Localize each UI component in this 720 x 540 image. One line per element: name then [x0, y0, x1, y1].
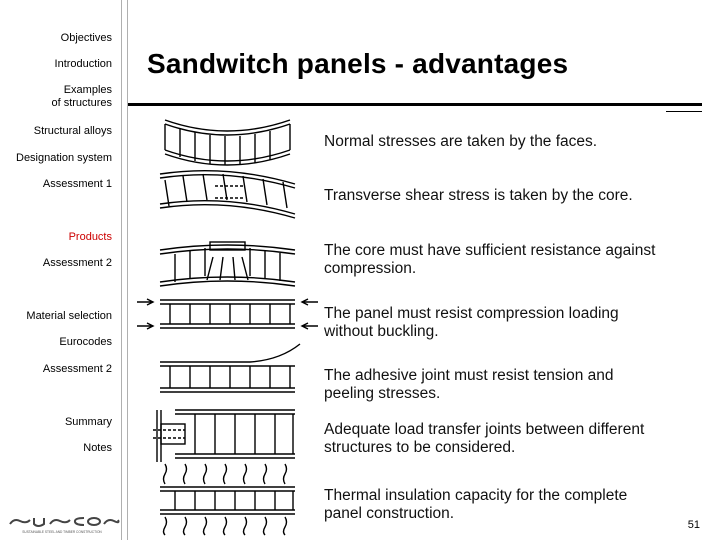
- nav-item-notes[interactable]: Notes: [83, 442, 112, 454]
- nav-item-examples[interactable]: Examples of structures: [51, 84, 112, 109]
- nav-item-designation-system[interactable]: Designation system: [16, 152, 112, 164]
- diagram-bending: [165, 120, 290, 165]
- nav-item-structural-alloys[interactable]: Structural alloys: [33, 125, 112, 137]
- statement-thermal-insulation: Thermal insulation capacity for the complete panel construction.: [324, 487, 628, 522]
- nav-item-eurocodes[interactable]: Eurocodes: [59, 336, 112, 348]
- statement-shear-stress: Transverse shear stress is taken by the core.: [324, 187, 633, 204]
- statement-normal-stress: Normal stresses are taken by the faces.: [324, 133, 598, 150]
- slide-title: Sandwitch panels - advantages: [147, 48, 569, 79]
- nav-item-assessment-1[interactable]: Assessment 1: [42, 178, 112, 190]
- statement-core-compression: The core must have sufficient resistance against compression.: [324, 242, 656, 277]
- sidebar-nav: [0, 0, 120, 540]
- sandwich-panel-diagrams: [135, 112, 320, 536]
- nav-item-assessment-2b[interactable]: Assessment 2: [42, 363, 112, 375]
- diagram-buckling: [137, 299, 318, 329]
- sidebar-divider: [121, 0, 128, 540]
- statement-load-transfer: Adequate load transfer joints between different structures to be considered.: [324, 421, 645, 456]
- suscos-logo: [4, 512, 120, 536]
- nav-item-objectives[interactable]: Objectives: [60, 32, 112, 44]
- diagram-joint: [153, 410, 295, 462]
- statement-buckling: The panel must resist compression loading without buckling.: [324, 305, 619, 340]
- title-rule-accent: [666, 111, 702, 112]
- diagram-thermal: [160, 464, 295, 535]
- diagram-shear: [160, 171, 295, 218]
- nav-item-assessment-2[interactable]: Assessment 2: [42, 257, 112, 269]
- nav-item-introduction[interactable]: Introduction: [54, 58, 112, 70]
- diagram-peeling: [160, 344, 300, 392]
- statement-adhesive-joint: The adhesive joint must resist tension and peeling stresses.: [324, 367, 614, 402]
- title-rule: [128, 103, 702, 106]
- page-number: 51: [687, 519, 700, 531]
- nav-item-products[interactable]: Products: [68, 231, 112, 243]
- diagram-compression: [160, 242, 295, 286]
- nav-item-material-selection[interactable]: Material selection: [26, 310, 112, 322]
- logo-subtitle: SUSTAINABLE STEEL AND TIMBER CONSTRUCTION: [22, 530, 102, 534]
- nav-item-summary[interactable]: Summary: [64, 416, 112, 428]
